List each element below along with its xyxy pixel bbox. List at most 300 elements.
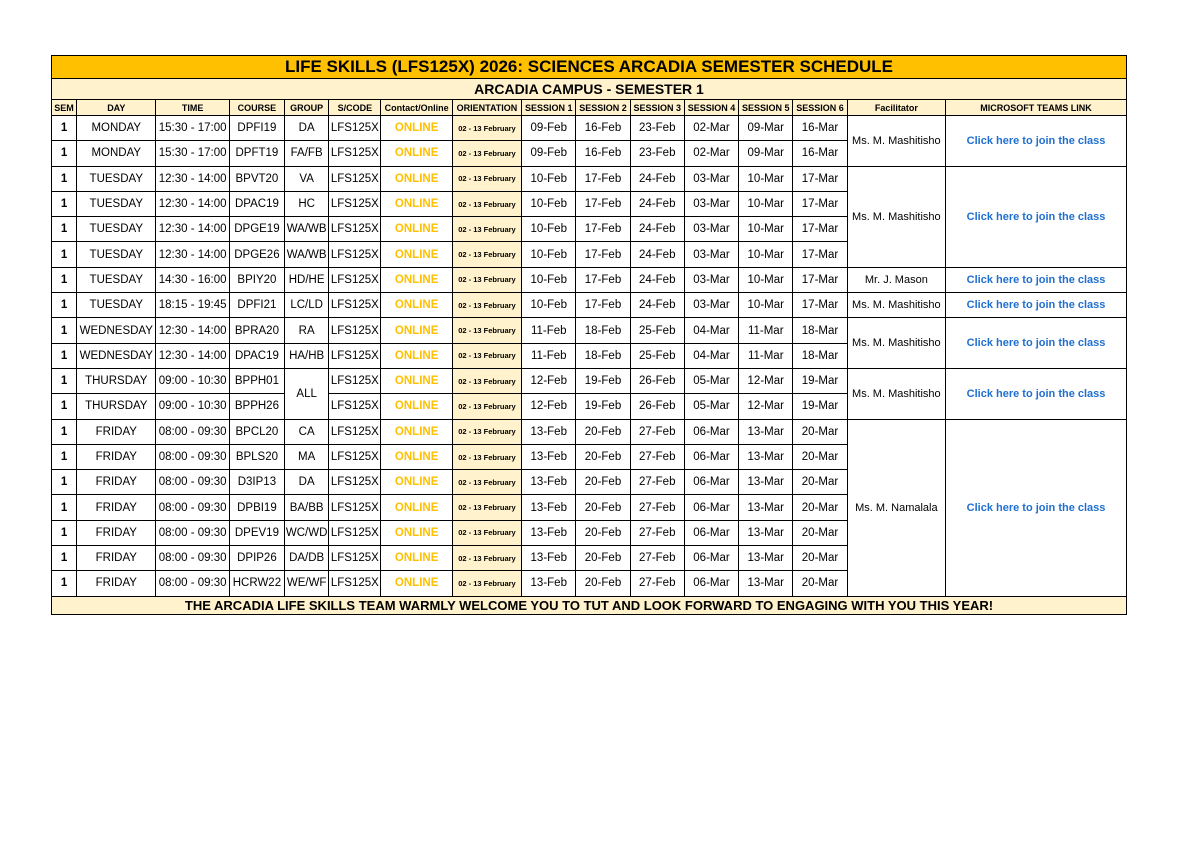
- session-date-cell: 13-Feb: [522, 470, 576, 495]
- session-date-cell: 10-Feb: [522, 191, 576, 216]
- delivery-mode-cell: ONLINE: [381, 546, 452, 571]
- session-date-cell: 24-Feb: [630, 242, 684, 267]
- course-cell: DPFI19: [229, 116, 284, 141]
- group-cell: CA: [285, 419, 329, 444]
- session-date-cell: 17-Feb: [576, 242, 630, 267]
- sem-cell: 1: [52, 267, 77, 292]
- subject-code-cell: LFS125X: [329, 394, 381, 419]
- session-date-cell: 12-Feb: [522, 368, 576, 393]
- group-cell: MA: [285, 444, 329, 469]
- session-date-cell: 03-Mar: [684, 191, 738, 216]
- teams-join-link[interactable]: Click here to join the class: [946, 293, 1127, 318]
- session-date-cell: 06-Mar: [684, 546, 738, 571]
- session-date-cell: 02-Mar: [684, 116, 738, 141]
- session-date-cell: 06-Mar: [684, 571, 738, 596]
- time-cell: 08:00 - 09:30: [156, 520, 229, 545]
- day-cell: MONDAY: [77, 141, 156, 166]
- sem-cell: 1: [52, 444, 77, 469]
- course-cell: DPBI19: [229, 495, 284, 520]
- orientation-cell: 02 - 13 February: [452, 520, 521, 545]
- session-date-cell: 03-Mar: [684, 267, 738, 292]
- session-date-cell: 03-Mar: [684, 166, 738, 191]
- delivery-mode-cell: ONLINE: [381, 217, 452, 242]
- day-cell: FRIDAY: [77, 546, 156, 571]
- time-cell: 08:00 - 09:30: [156, 571, 229, 596]
- session-date-cell: 12-Mar: [739, 368, 793, 393]
- session-date-cell: 20-Mar: [793, 520, 847, 545]
- session-date-cell: 17-Feb: [576, 217, 630, 242]
- subject-code-cell: LFS125X: [329, 470, 381, 495]
- sem-cell: 1: [52, 141, 77, 166]
- session-date-cell: 27-Feb: [630, 419, 684, 444]
- session-date-cell: 06-Mar: [684, 444, 738, 469]
- orientation-cell: 02 - 13 February: [452, 495, 521, 520]
- session-date-cell: 17-Feb: [576, 191, 630, 216]
- session-date-cell: 06-Mar: [684, 495, 738, 520]
- session-date-cell: 10-Feb: [522, 267, 576, 292]
- subject-code-cell: LFS125X: [329, 267, 381, 292]
- sem-cell: 1: [52, 343, 77, 368]
- delivery-mode-cell: ONLINE: [381, 571, 452, 596]
- group-cell: RA: [285, 318, 329, 343]
- time-cell: 15:30 - 17:00: [156, 116, 229, 141]
- subject-code-cell: LFS125X: [329, 191, 381, 216]
- course-cell: BPPH26: [229, 394, 284, 419]
- session-date-cell: 06-Mar: [684, 419, 738, 444]
- table-row: [52, 166, 1127, 191]
- session-date-cell: 24-Feb: [630, 217, 684, 242]
- session-date-cell: 24-Feb: [630, 267, 684, 292]
- column-header: Facilitator: [847, 100, 945, 116]
- subject-code-cell: LFS125X: [329, 343, 381, 368]
- session-date-cell: 09-Feb: [522, 141, 576, 166]
- session-date-cell: 27-Feb: [630, 495, 684, 520]
- session-date-cell: 05-Mar: [684, 394, 738, 419]
- time-cell: 08:00 - 09:30: [156, 495, 229, 520]
- session-date-cell: 17-Mar: [793, 191, 847, 216]
- sem-cell: 1: [52, 242, 77, 267]
- session-date-cell: 13-Feb: [522, 444, 576, 469]
- session-date-cell: 09-Feb: [522, 116, 576, 141]
- sem-cell: 1: [52, 318, 77, 343]
- table-row: [52, 116, 1127, 141]
- teams-join-link[interactable]: Click here to join the class: [946, 267, 1127, 292]
- delivery-mode-cell: ONLINE: [381, 242, 452, 267]
- session-date-cell: 20-Feb: [576, 495, 630, 520]
- delivery-mode-cell: ONLINE: [381, 116, 452, 141]
- orientation-cell: 02 - 13 February: [452, 444, 521, 469]
- course-cell: DPFT19: [229, 141, 284, 166]
- orientation-cell: 02 - 13 February: [452, 141, 521, 166]
- session-date-cell: 20-Mar: [793, 571, 847, 596]
- session-date-cell: 27-Feb: [630, 520, 684, 545]
- session-date-cell: 17-Mar: [793, 242, 847, 267]
- orientation-cell: 02 - 13 February: [452, 343, 521, 368]
- course-cell: DPAC19: [229, 191, 284, 216]
- time-cell: 08:00 - 09:30: [156, 444, 229, 469]
- table-row: [52, 267, 1127, 292]
- session-date-cell: 05-Mar: [684, 368, 738, 393]
- group-cell: VA: [285, 166, 329, 191]
- time-cell: 15:30 - 17:00: [156, 141, 229, 166]
- delivery-mode-cell: ONLINE: [381, 444, 452, 469]
- day-cell: FRIDAY: [77, 520, 156, 545]
- group-cell: HC: [285, 191, 329, 216]
- session-date-cell: 20-Mar: [793, 470, 847, 495]
- session-date-cell: 19-Mar: [793, 368, 847, 393]
- session-date-cell: 03-Mar: [684, 217, 738, 242]
- session-date-cell: 13-Mar: [739, 520, 793, 545]
- session-date-cell: 16-Feb: [576, 141, 630, 166]
- session-date-cell: 24-Feb: [630, 191, 684, 216]
- teams-join-link[interactable]: Click here to join the class: [946, 318, 1127, 369]
- subject-code-cell: LFS125X: [329, 242, 381, 267]
- group-cell: WA/WB: [285, 242, 329, 267]
- facilitator-cell: Ms. M. Mashitisho: [847, 293, 945, 318]
- column-header: COURSE: [229, 100, 284, 116]
- time-cell: 14:30 - 16:00: [156, 267, 229, 292]
- orientation-cell: 02 - 13 February: [452, 419, 521, 444]
- column-header: SESSION 3: [630, 100, 684, 116]
- time-cell: 09:00 - 10:30: [156, 394, 229, 419]
- session-date-cell: 18-Mar: [793, 343, 847, 368]
- subject-code-cell: LFS125X: [329, 495, 381, 520]
- session-date-cell: 16-Mar: [793, 116, 847, 141]
- orientation-cell: 02 - 13 February: [452, 470, 521, 495]
- orientation-cell: 02 - 13 February: [452, 546, 521, 571]
- group-cell: LC/LD: [285, 293, 329, 318]
- session-date-cell: 20-Feb: [576, 520, 630, 545]
- sem-cell: 1: [52, 293, 77, 318]
- session-date-cell: 09-Mar: [739, 116, 793, 141]
- session-date-cell: 17-Mar: [793, 293, 847, 318]
- time-cell: 08:00 - 09:30: [156, 419, 229, 444]
- session-date-cell: 20-Feb: [576, 444, 630, 469]
- subject-code-cell: LFS125X: [329, 293, 381, 318]
- session-date-cell: 10-Feb: [522, 293, 576, 318]
- day-cell: FRIDAY: [77, 495, 156, 520]
- session-date-cell: 19-Feb: [576, 368, 630, 393]
- day-cell: FRIDAY: [77, 470, 156, 495]
- delivery-mode-cell: ONLINE: [381, 495, 452, 520]
- session-date-cell: 10-Mar: [739, 267, 793, 292]
- sem-cell: 1: [52, 217, 77, 242]
- subject-code-cell: LFS125X: [329, 166, 381, 191]
- sem-cell: 1: [52, 166, 77, 191]
- campus-subtitle: ARCADIA CAMPUS - SEMESTER 1: [52, 79, 1127, 100]
- column-header: SESSION 5: [739, 100, 793, 116]
- table-row: [52, 368, 1127, 393]
- session-date-cell: 03-Mar: [684, 293, 738, 318]
- session-date-cell: 17-Feb: [576, 267, 630, 292]
- time-cell: 12:30 - 14:00: [156, 343, 229, 368]
- session-date-cell: 25-Feb: [630, 343, 684, 368]
- session-date-cell: 19-Mar: [793, 394, 847, 419]
- course-cell: DPIP26: [229, 546, 284, 571]
- orientation-cell: 02 - 13 February: [452, 166, 521, 191]
- course-cell: BPRA20: [229, 318, 284, 343]
- session-date-cell: 17-Mar: [793, 166, 847, 191]
- time-cell: 09:00 - 10:30: [156, 368, 229, 393]
- delivery-mode-cell: ONLINE: [381, 166, 452, 191]
- session-date-cell: 20-Mar: [793, 419, 847, 444]
- delivery-mode-cell: ONLINE: [381, 343, 452, 368]
- facilitator-cell: Ms. M. Mashitisho: [847, 368, 945, 419]
- course-cell: BPLS20: [229, 444, 284, 469]
- time-cell: 12:30 - 14:00: [156, 217, 229, 242]
- subject-code-cell: LFS125X: [329, 520, 381, 545]
- delivery-mode-cell: ONLINE: [381, 419, 452, 444]
- course-cell: DPAC19: [229, 343, 284, 368]
- facilitator-cell: Ms. M. Mashitisho: [847, 166, 945, 267]
- facilitator-cell: Ms. M. Mashitisho: [847, 116, 945, 167]
- session-date-cell: 10-Mar: [739, 166, 793, 191]
- course-cell: BPPH01: [229, 368, 284, 393]
- time-cell: 12:30 - 14:00: [156, 318, 229, 343]
- course-cell: DPGE19: [229, 217, 284, 242]
- session-date-cell: 10-Feb: [522, 242, 576, 267]
- table-row: [52, 318, 1127, 343]
- sem-cell: 1: [52, 571, 77, 596]
- session-date-cell: 13-Mar: [739, 571, 793, 596]
- day-cell: TUESDAY: [77, 217, 156, 242]
- session-date-cell: 27-Feb: [630, 444, 684, 469]
- session-date-cell: 02-Mar: [684, 141, 738, 166]
- group-cell: WC/WD: [285, 520, 329, 545]
- time-cell: 08:00 - 09:30: [156, 470, 229, 495]
- session-date-cell: 24-Feb: [630, 293, 684, 318]
- subject-code-cell: LFS125X: [329, 318, 381, 343]
- session-date-cell: 06-Mar: [684, 470, 738, 495]
- day-cell: MONDAY: [77, 116, 156, 141]
- teams-join-link[interactable]: Click here to join the class: [946, 419, 1127, 596]
- column-header: DAY: [77, 100, 156, 116]
- session-date-cell: 16-Feb: [576, 116, 630, 141]
- group-cell: DA: [285, 116, 329, 141]
- sem-cell: 1: [52, 470, 77, 495]
- column-header: Contact/Online: [381, 100, 452, 116]
- sem-cell: 1: [52, 116, 77, 141]
- session-date-cell: 03-Mar: [684, 242, 738, 267]
- session-date-cell: 26-Feb: [630, 394, 684, 419]
- teams-join-link[interactable]: Click here to join the class: [946, 166, 1127, 267]
- teams-join-link[interactable]: Click here to join the class: [946, 116, 1127, 167]
- group-cell: WE/WF: [285, 571, 329, 596]
- session-date-cell: 26-Feb: [630, 368, 684, 393]
- day-cell: TUESDAY: [77, 191, 156, 216]
- orientation-cell: 02 - 13 February: [452, 267, 521, 292]
- session-date-cell: 04-Mar: [684, 343, 738, 368]
- session-date-cell: 10-Feb: [522, 166, 576, 191]
- subject-code-cell: LFS125X: [329, 571, 381, 596]
- orientation-cell: 02 - 13 February: [452, 242, 521, 267]
- group-cell: FA/FB: [285, 141, 329, 166]
- session-date-cell: 27-Feb: [630, 571, 684, 596]
- group-cell: BA/BB: [285, 495, 329, 520]
- schedule-title: LIFE SKILLS (LFS125X) 2026: SCIENCES ARCADIA SEMESTER SCHEDULE: [52, 56, 1127, 79]
- course-cell: DPGE26: [229, 242, 284, 267]
- subject-code-cell: LFS125X: [329, 546, 381, 571]
- course-cell: D3IP13: [229, 470, 284, 495]
- session-date-cell: 20-Mar: [793, 495, 847, 520]
- session-date-cell: 27-Feb: [630, 546, 684, 571]
- day-cell: TUESDAY: [77, 267, 156, 292]
- course-cell: BPVT20: [229, 166, 284, 191]
- subject-code-cell: LFS125X: [329, 368, 381, 393]
- session-date-cell: 12-Feb: [522, 394, 576, 419]
- session-date-cell: 17-Mar: [793, 217, 847, 242]
- sem-cell: 1: [52, 368, 77, 393]
- session-date-cell: 13-Mar: [739, 444, 793, 469]
- session-date-cell: 25-Feb: [630, 318, 684, 343]
- day-cell: TUESDAY: [77, 293, 156, 318]
- orientation-cell: 02 - 13 February: [452, 571, 521, 596]
- column-header: SESSION 2: [576, 100, 630, 116]
- subject-code-cell: LFS125X: [329, 116, 381, 141]
- session-date-cell: 13-Feb: [522, 419, 576, 444]
- orientation-cell: 02 - 13 February: [452, 318, 521, 343]
- column-header: SESSION 6: [793, 100, 847, 116]
- column-header: TIME: [156, 100, 229, 116]
- session-date-cell: 23-Feb: [630, 141, 684, 166]
- sem-cell: 1: [52, 394, 77, 419]
- delivery-mode-cell: ONLINE: [381, 368, 452, 393]
- session-date-cell: 20-Feb: [576, 470, 630, 495]
- orientation-cell: 02 - 13 February: [452, 217, 521, 242]
- schedule-table: [51, 55, 1127, 615]
- session-date-cell: 27-Feb: [630, 470, 684, 495]
- session-date-cell: 11-Feb: [522, 318, 576, 343]
- session-date-cell: 06-Mar: [684, 520, 738, 545]
- group-cell: WA/WB: [285, 217, 329, 242]
- session-date-cell: 11-Mar: [739, 318, 793, 343]
- session-date-cell: 13-Feb: [522, 546, 576, 571]
- session-date-cell: 13-Mar: [739, 419, 793, 444]
- session-date-cell: 16-Mar: [793, 141, 847, 166]
- session-date-cell: 13-Feb: [522, 495, 576, 520]
- course-cell: BPIY20: [229, 267, 284, 292]
- group-cell: HD/HE: [285, 267, 329, 292]
- day-cell: WEDNESDAY: [77, 343, 156, 368]
- time-cell: 18:15 - 19:45: [156, 293, 229, 318]
- subject-code-cell: LFS125X: [329, 141, 381, 166]
- delivery-mode-cell: ONLINE: [381, 267, 452, 292]
- subject-code-cell: LFS125X: [329, 444, 381, 469]
- day-cell: FRIDAY: [77, 444, 156, 469]
- table-row: [52, 293, 1127, 318]
- column-header: SESSION 1: [522, 100, 576, 116]
- session-date-cell: 17-Feb: [576, 293, 630, 318]
- schedule-body: [52, 116, 1127, 597]
- group-cell: DA/DB: [285, 546, 329, 571]
- session-date-cell: 20-Feb: [576, 419, 630, 444]
- session-date-cell: 20-Feb: [576, 571, 630, 596]
- session-date-cell: 13-Mar: [739, 495, 793, 520]
- facilitator-cell: Mr. J. Mason: [847, 267, 945, 292]
- time-cell: 12:30 - 14:00: [156, 191, 229, 216]
- welcome-footer: THE ARCADIA LIFE SKILLS TEAM WARMLY WELCOME YOU TO TUT AND LOOK FORWARD TO ENGAGING WITH YOU THIS YEAR!: [52, 596, 1127, 614]
- column-header: SEM: [52, 100, 77, 116]
- orientation-cell: 02 - 13 February: [452, 116, 521, 141]
- session-date-cell: 18-Mar: [793, 318, 847, 343]
- session-date-cell: 10-Feb: [522, 217, 576, 242]
- session-date-cell: 18-Feb: [576, 343, 630, 368]
- session-date-cell: 10-Mar: [739, 217, 793, 242]
- orientation-cell: 02 - 13 February: [452, 191, 521, 216]
- day-cell: FRIDAY: [77, 419, 156, 444]
- day-cell: TUESDAY: [77, 166, 156, 191]
- column-header: ORIENTATION: [452, 100, 521, 116]
- group-cell: DA: [285, 470, 329, 495]
- session-date-cell: 10-Mar: [739, 293, 793, 318]
- delivery-mode-cell: ONLINE: [381, 394, 452, 419]
- day-cell: TUESDAY: [77, 242, 156, 267]
- time-cell: 12:30 - 14:00: [156, 242, 229, 267]
- table-row: [52, 419, 1127, 444]
- session-date-cell: 17-Mar: [793, 267, 847, 292]
- session-date-cell: 13-Mar: [739, 470, 793, 495]
- session-date-cell: 20-Feb: [576, 546, 630, 571]
- facilitator-cell: Ms. M. Namalala: [847, 419, 945, 596]
- course-cell: BPCL20: [229, 419, 284, 444]
- column-header: MICROSOFT TEAMS LINK: [946, 100, 1127, 116]
- facilitator-cell: Ms. M. Mashitisho: [847, 318, 945, 369]
- group-cell: HA/HB: [285, 343, 329, 368]
- teams-join-link[interactable]: Click here to join the class: [946, 368, 1127, 419]
- session-date-cell: 18-Feb: [576, 318, 630, 343]
- sem-cell: 1: [52, 191, 77, 216]
- session-date-cell: 13-Feb: [522, 571, 576, 596]
- column-header: GROUP: [285, 100, 329, 116]
- course-cell: DPFI21: [229, 293, 284, 318]
- course-cell: DPEV19: [229, 520, 284, 545]
- column-header: SESSION 4: [684, 100, 738, 116]
- session-date-cell: 11-Feb: [522, 343, 576, 368]
- delivery-mode-cell: ONLINE: [381, 191, 452, 216]
- delivery-mode-cell: ONLINE: [381, 141, 452, 166]
- sem-cell: 1: [52, 546, 77, 571]
- day-cell: WEDNESDAY: [77, 318, 156, 343]
- session-date-cell: 13-Feb: [522, 520, 576, 545]
- session-date-cell: 20-Mar: [793, 444, 847, 469]
- session-date-cell: 04-Mar: [684, 318, 738, 343]
- delivery-mode-cell: ONLINE: [381, 470, 452, 495]
- session-date-cell: 24-Feb: [630, 166, 684, 191]
- session-date-cell: 10-Mar: [739, 191, 793, 216]
- subject-code-cell: LFS125X: [329, 217, 381, 242]
- session-date-cell: 10-Mar: [739, 242, 793, 267]
- session-date-cell: 11-Mar: [739, 343, 793, 368]
- header-row: [52, 100, 1127, 116]
- sem-cell: 1: [52, 520, 77, 545]
- orientation-cell: 02 - 13 February: [452, 394, 521, 419]
- session-date-cell: 13-Mar: [739, 546, 793, 571]
- course-cell: HCRW22: [229, 571, 284, 596]
- sem-cell: 1: [52, 495, 77, 520]
- orientation-cell: 02 - 13 February: [452, 368, 521, 393]
- sem-cell: 1: [52, 419, 77, 444]
- session-date-cell: 09-Mar: [739, 141, 793, 166]
- day-cell: FRIDAY: [77, 571, 156, 596]
- session-date-cell: 20-Mar: [793, 546, 847, 571]
- time-cell: 08:00 - 09:30: [156, 546, 229, 571]
- day-cell: THURSDAY: [77, 368, 156, 393]
- orientation-cell: 02 - 13 February: [452, 293, 521, 318]
- day-cell: THURSDAY: [77, 394, 156, 419]
- delivery-mode-cell: ONLINE: [381, 318, 452, 343]
- session-date-cell: 17-Feb: [576, 166, 630, 191]
- session-date-cell: 19-Feb: [576, 394, 630, 419]
